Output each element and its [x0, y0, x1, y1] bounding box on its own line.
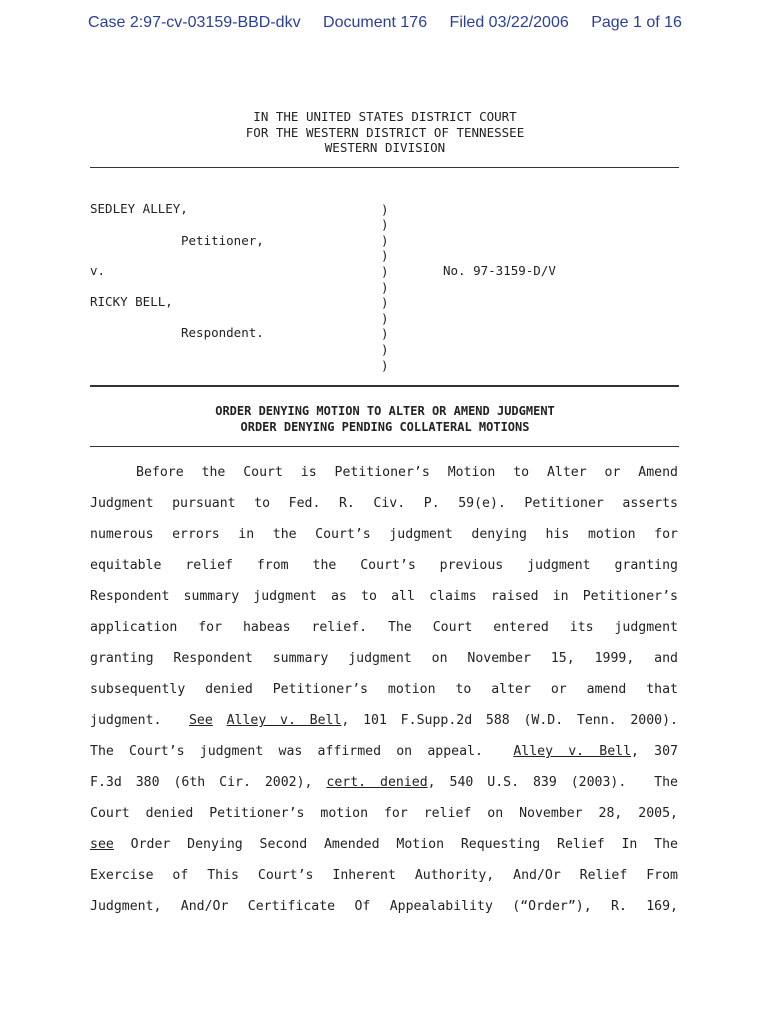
- title-bottom-rule: [90, 446, 679, 447]
- court-line-2: FOR THE WESTERN DISTRICT OF TENNESSEE: [245, 124, 525, 140]
- body-line: Before the Court is Petitioner’s Motion to Alter or Amend: [136, 465, 678, 480]
- paren: ): [381, 326, 389, 342]
- order-title-line-2: ORDER DENYING PENDING COLLATERAL MOTIONS: [240, 420, 530, 434]
- body-line: application for habeas relief. The Court entered its judgment: [90, 620, 678, 635]
- petitioner-role: Petitioner,: [181, 233, 264, 248]
- body-line: granting Respondent summary judgment on November 15, 1999, and: [90, 651, 678, 666]
- filed-date-stamp: Filed 03/22/2006: [449, 14, 569, 31]
- docket-number: No. 97-3159-D/V: [443, 263, 556, 278]
- document-number-stamp: Document 176: [323, 14, 428, 31]
- respondent-role: Respondent.: [181, 325, 264, 340]
- body-line: equitable relief from the Court’s previous judgment granting: [90, 558, 678, 573]
- body-line: subsequently denied Petitioner’s motion to alter or amend that: [90, 682, 678, 697]
- text-run: F.3d 380 (6th Cir. 2002),: [90, 775, 313, 790]
- body-line: [90, 713, 678, 728]
- paren: ): [381, 295, 389, 311]
- court-line-3: WESTERN DIVISION: [324, 140, 446, 155]
- order-title: [0, 403, 770, 435]
- title-top-rule: [90, 385, 679, 387]
- court-line-1: IN THE UNITED STATES DISTRICT COURT: [253, 109, 517, 124]
- caption-parentheses: [381, 186, 389, 389]
- text-run: judgment.: [90, 713, 162, 728]
- body-line: Court denied Petitioner’s motion for relief on November 28, 2005,: [90, 806, 678, 821]
- citation-signal: see: [90, 837, 114, 852]
- versus-label: v.: [90, 263, 106, 278]
- paren: ): [381, 248, 389, 264]
- text-run: Order Denying Second Amended Motion Requesting Relief In The: [130, 837, 678, 852]
- case-number-stamp: Case 2:97-cv-03159-BBD-dkv: [88, 14, 301, 31]
- docket-header: [0, 14, 770, 32]
- body-line: Judgment, And/Or Certificate Of Appealability (“Order”), R. 169,: [90, 899, 678, 914]
- body-line: Judgment pursuant to Fed. R. Civ. P. 59(e). Petitioner asserts: [90, 496, 678, 511]
- paren: ): [381, 279, 389, 295]
- paren: ): [381, 263, 389, 279]
- paren: ): [381, 341, 389, 357]
- court-heading: [0, 109, 770, 156]
- body-line: Exercise of This Court’s Inherent Authority, And/Or Relief From: [90, 868, 678, 883]
- respondent-name: RICKY BELL,: [90, 294, 173, 309]
- petitioner-name: SEDLEY ALLEY,: [90, 201, 188, 216]
- text-run: , 540 U.S. 839 (2003). The: [427, 775, 678, 790]
- order-title-line-1: ORDER DENYING MOTION TO ALTER OR AMEND JUDGMENT: [215, 404, 555, 418]
- paren: ): [381, 232, 389, 248]
- body-line: numerous errors in the Court’s judgment denying his motion for: [90, 527, 678, 542]
- body-line: [90, 744, 678, 759]
- citation-signal: cert. denied: [326, 775, 428, 790]
- citation-signal: See: [188, 713, 213, 728]
- body-line: Respondent summary judgment as to all claims raised in Petitioner’s: [90, 589, 678, 604]
- paren: ): [381, 357, 389, 373]
- case-citation: Alley v. Bell: [226, 713, 342, 728]
- text-run: The Court’s judgment was affirmed on appeal.: [90, 744, 483, 759]
- text-run: , 101 F.Supp.2d 588 (W.D. Tenn. 2000).: [341, 713, 678, 728]
- heading-rule: [90, 167, 679, 168]
- paren: ): [381, 217, 389, 233]
- paren: ): [381, 310, 389, 326]
- body-line: [90, 837, 678, 852]
- text-run: , 307: [631, 744, 679, 759]
- body-line: [90, 775, 678, 790]
- paren: ): [381, 201, 389, 217]
- page-number-stamp: Page 1 of 16: [591, 14, 682, 31]
- case-citation: Alley v. Bell: [513, 744, 632, 759]
